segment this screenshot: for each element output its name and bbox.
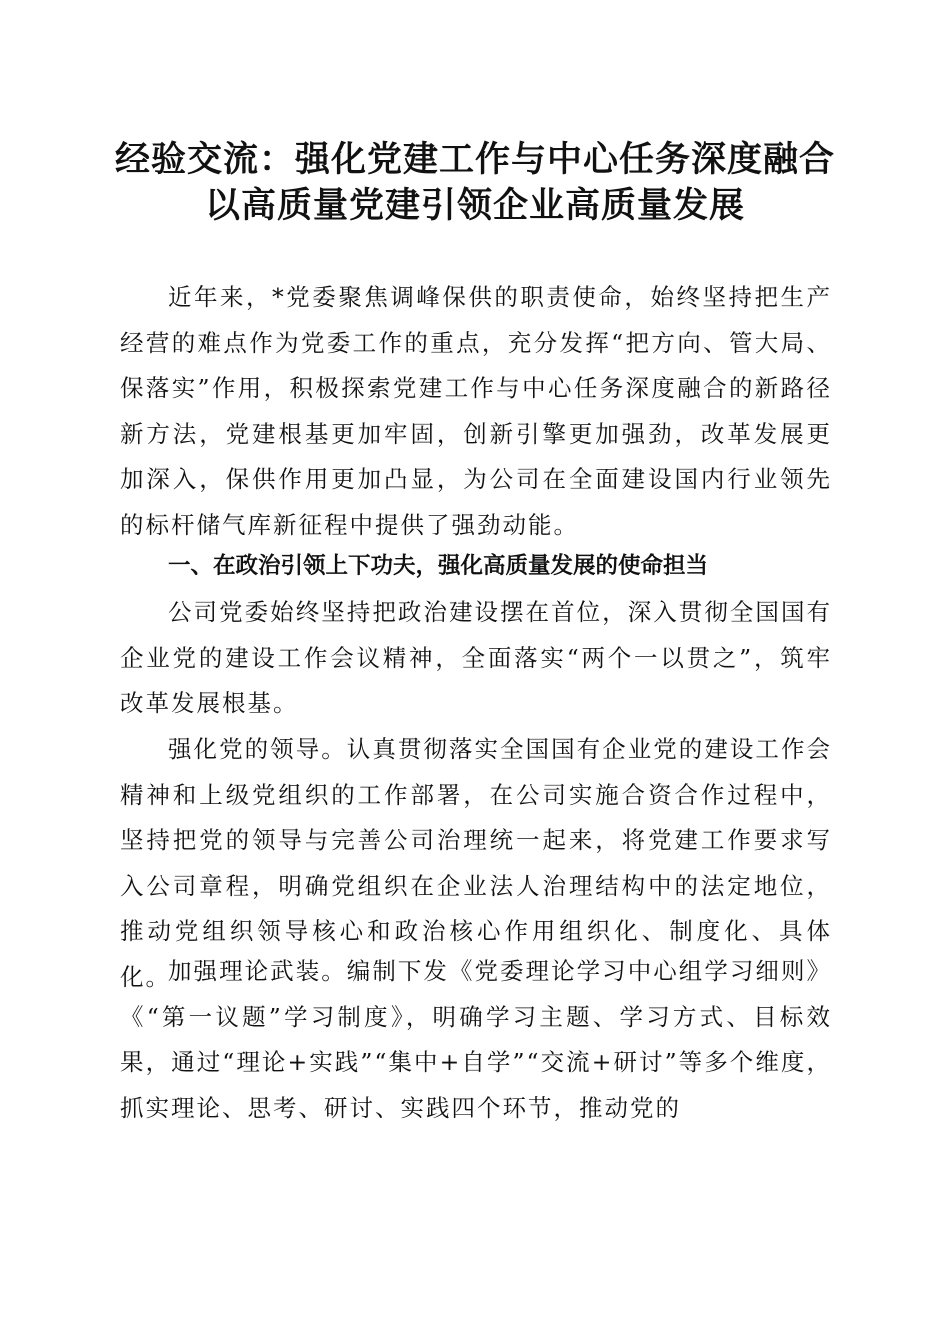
section-1-paragraph-3: 加强理论武装。编制下发《党委理论学习中心组学习细则》《“第一议题”学习制度》，明确学习主题、学习方式、目标效果，通过“理论+实践”“集中+自学”“交流+研讨”等多个维度，抓实理论、思考、研讨、实践四个环节，推动党的: [120, 957, 832, 1122]
document-title-line-2: 以高质量党建引领企业高质量发展: [204, 185, 745, 226]
section-1-paragraph-2: 强化党的领导。认真贯彻落实全国国有企业党的建设工作会精神和上级党组织的工作部署，在公司实施合资合作过程中，坚持把党的领导与完善公司治理统一起来，将党建工作要求写入公司章程，明确党组织在企业法人治理结构中的法定地位，推动党组织领导核心和政治核心作用组织化、制度化、具体化。: [120, 735, 832, 991]
intro-paragraph: 近年来，*党委聚焦调峰保供的职责使命，始终坚持把生产经营的难点作为党委工作的重点，充分发挥“把方向、管大局、保落实”作用，积极探索党建工作与中心任务深度融合的新路径新方法，党建根基更加牢固，创新引擎更加强劲，改革发展更加深入，保供作用更加凸显，为公司在全面建设国内行业领先的标杆储气库新征程中提供了强劲动能。: [120, 283, 832, 539]
section-1-heading: 一、在政治引领上下功夫，强化高质量发展的使命担当: [168, 553, 709, 579]
section-1-paragraph-1: 公司党委始终坚持把政治建设摆在首位，深入贯彻全国国有企业党的建设工作会议精神，全面落实“两个一以贯之”，筑牢改革发展根基。: [120, 598, 832, 717]
document-title-line-1: 经验交流：强化党建工作与中心任务深度融合: [114, 139, 835, 180]
